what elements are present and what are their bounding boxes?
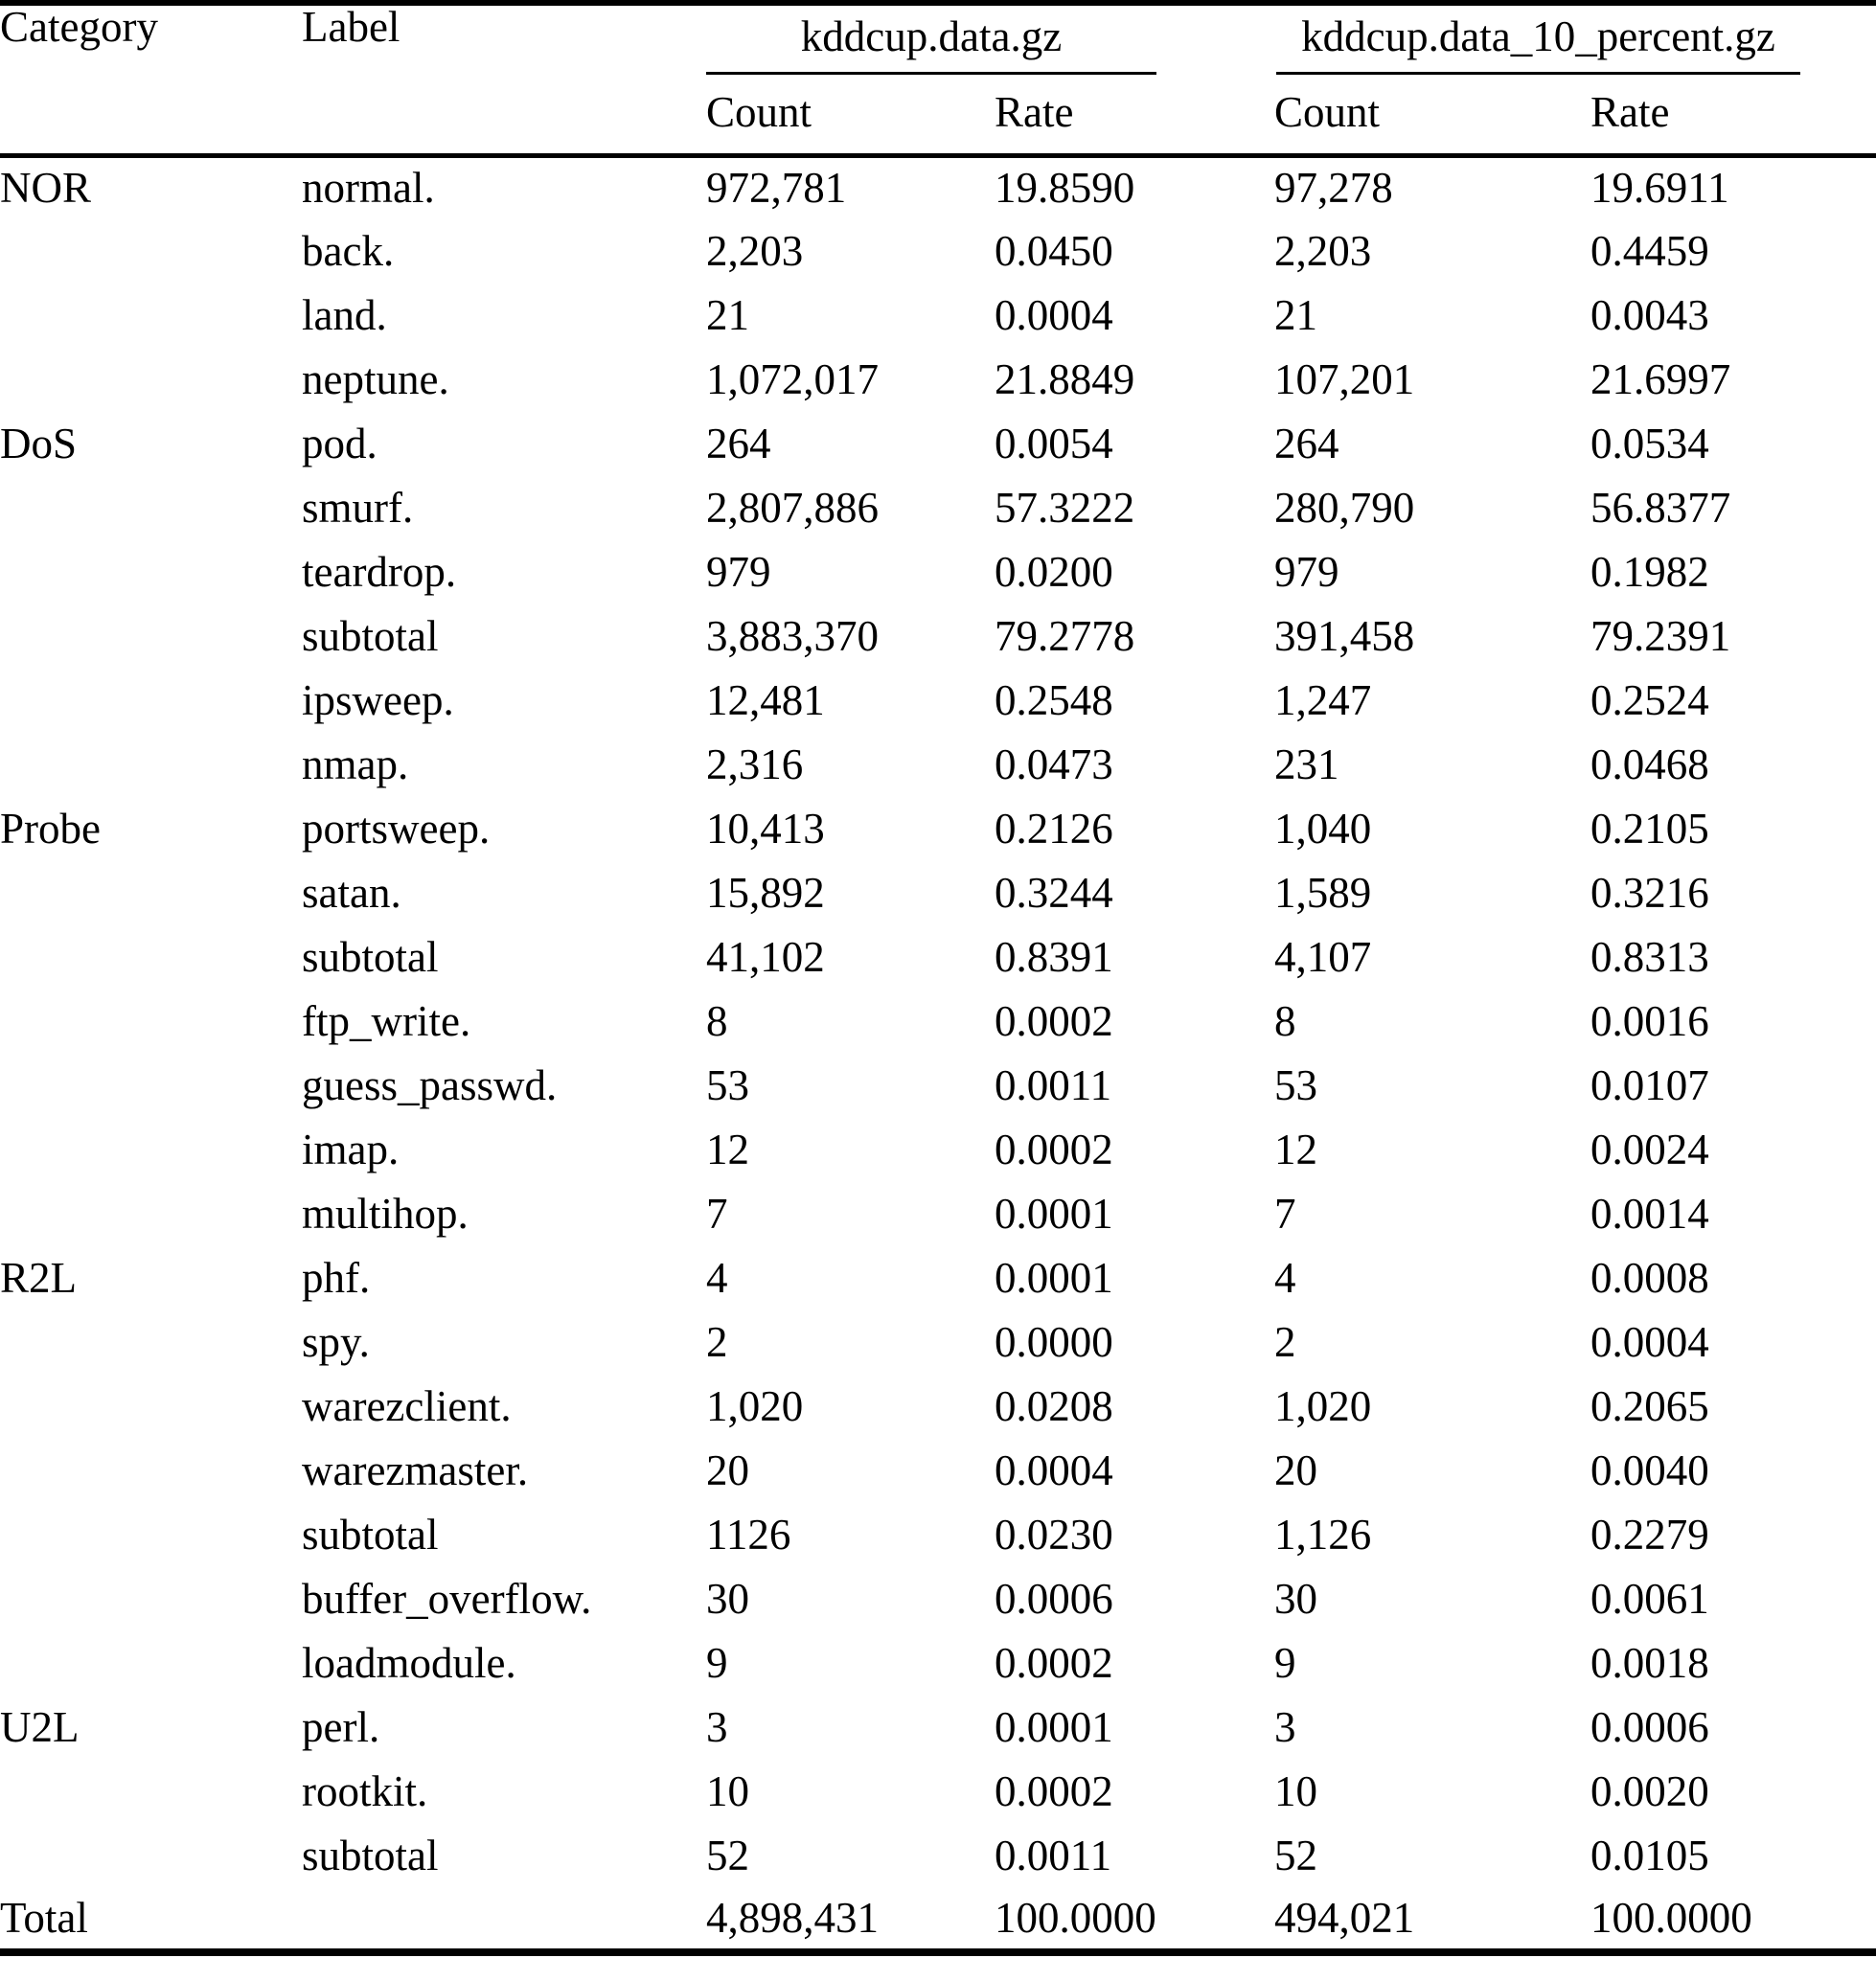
count-full-cell: 4,898,431 (706, 1888, 995, 1952)
table-row (0, 1375, 1876, 1439)
category-cell (0, 669, 302, 733)
table-row (0, 476, 1876, 540)
category-cell (0, 1567, 302, 1631)
rate-10-percent-cell: 0.0534 (1590, 420, 1709, 467)
category-cell (0, 990, 302, 1054)
category-cell (0, 1503, 302, 1567)
count-10-percent-cell: 2,203 (1274, 227, 1372, 275)
label-cell: land. (302, 291, 387, 339)
category-cell: R2L (0, 1254, 78, 1302)
count-full-cell: 3 (706, 1703, 728, 1751)
count-full-cell: 264 (706, 420, 771, 467)
count-10-percent-cell: 20 (1274, 1446, 1317, 1494)
category-cell (0, 1310, 302, 1375)
rate-10-percent-cell: 0.0043 (1590, 291, 1709, 339)
category-cell: Total (0, 1888, 302, 1952)
count-full-cell: 41,102 (706, 933, 825, 981)
table-row (0, 669, 1876, 733)
rate-full-cell: 0.0450 (995, 227, 1113, 275)
table-row (0, 284, 1876, 348)
table-row (0, 348, 1876, 412)
table-row (0, 861, 1876, 925)
count-full-cell: 9 (706, 1639, 728, 1687)
count-full-cell: 21 (706, 291, 749, 339)
rate-10-percent-cell: 0.8313 (1590, 933, 1709, 981)
count-10-percent-cell: 12 (1274, 1126, 1317, 1173)
category-cell (0, 1182, 302, 1246)
table-row (0, 155, 1876, 219)
table-row (0, 1631, 1876, 1696)
count-10-percent-cell: 21 (1274, 291, 1317, 339)
count-full-cell: 10,413 (706, 805, 825, 853)
label-cell: buffer_overflow. (302, 1575, 592, 1623)
count-10-percent-cell: 1,040 (1274, 805, 1372, 853)
category-cell (0, 1118, 302, 1182)
category-cell: U2L (0, 1703, 80, 1751)
category-cell (0, 1054, 302, 1118)
rate-10-percent-cell: 0.2065 (1590, 1382, 1709, 1430)
category-cell (0, 540, 302, 604)
count-full-cell: 979 (706, 548, 771, 596)
count-10-percent-cell: 7 (1274, 1190, 1296, 1238)
rate-10-percent-cell: 0.0040 (1590, 1446, 1709, 1494)
category-cell (0, 1631, 302, 1696)
count-10-percent-cell: 1,589 (1274, 869, 1372, 917)
table-row (0, 1054, 1876, 1118)
category-cell (0, 1760, 302, 1824)
column-header-rate-full: Rate (995, 75, 1274, 155)
count-full-cell: 2 (706, 1318, 728, 1366)
label-cell (302, 1888, 706, 1952)
count-full-cell: 53 (706, 1061, 749, 1109)
category-cell (0, 219, 302, 284)
rate-full-cell: 0.0001 (995, 1190, 1113, 1238)
count-full-cell: 4 (706, 1254, 728, 1302)
rate-full-cell: 0.2126 (995, 805, 1113, 853)
label-cell: rootkit. (302, 1767, 428, 1815)
category-cell: Probe (0, 805, 101, 853)
category-cell (0, 1375, 302, 1439)
category-cell: DoS (0, 420, 78, 467)
rate-10-percent-cell: 0.0018 (1590, 1639, 1709, 1687)
table-row (0, 1503, 1876, 1567)
label-cell: phf. (302, 1254, 371, 1302)
table-row (0, 412, 1876, 476)
rate-10-percent-cell: 21.6997 (1590, 355, 1731, 403)
count-10-percent-cell: 979 (1274, 548, 1339, 596)
count-10-percent-cell: 4 (1274, 1254, 1296, 1302)
label-cell: neptune. (302, 355, 449, 403)
rate-10-percent-cell: 0.2105 (1590, 805, 1709, 853)
table-row (0, 925, 1876, 990)
label-cell: teardrop. (302, 548, 457, 596)
count-10-percent-cell: 494,021 (1274, 1888, 1590, 1952)
table-row (0, 1310, 1876, 1375)
rate-10-percent-cell: 0.0024 (1590, 1126, 1709, 1173)
label-cell: perl. (302, 1703, 380, 1751)
count-full-cell: 12,481 (706, 676, 825, 724)
count-10-percent-cell: 3 (1274, 1703, 1296, 1751)
rate-full-cell: 0.0001 (995, 1703, 1113, 1751)
count-10-percent-cell: 264 (1274, 420, 1339, 467)
count-10-percent-cell: 8 (1274, 997, 1296, 1045)
label-cell: guess_passwd. (302, 1061, 558, 1109)
count-full-cell: 20 (706, 1446, 749, 1494)
count-full-cell: 12 (706, 1126, 749, 1173)
count-full-cell: 8 (706, 997, 728, 1045)
table-body (0, 155, 1876, 1952)
rate-full-cell: 100.0000 (995, 1888, 1274, 1952)
count-full-cell: 1,020 (706, 1382, 804, 1430)
count-10-percent-cell: 1,020 (1274, 1382, 1372, 1430)
table-row (0, 1439, 1876, 1503)
rate-full-cell: 0.0002 (995, 1126, 1113, 1173)
category-cell (0, 925, 302, 990)
table-row (0, 797, 1876, 861)
count-10-percent-cell: 4,107 (1274, 933, 1372, 981)
rate-full-cell: 19.8590 (995, 164, 1135, 213)
rate-full-cell: 0.0200 (995, 548, 1113, 596)
label-cell: ipsweep. (302, 676, 454, 724)
table-row (0, 1246, 1876, 1310)
label-cell: warezmaster. (302, 1446, 529, 1494)
rate-10-percent-cell: 0.2279 (1590, 1511, 1709, 1559)
label-cell: multihop. (302, 1190, 469, 1238)
category-cell (0, 861, 302, 925)
rate-10-percent-cell: 0.1982 (1590, 548, 1709, 596)
count-full-cell: 2,316 (706, 740, 804, 788)
count-10-percent-cell: 391,458 (1274, 612, 1415, 660)
label-cell: pod. (302, 420, 377, 467)
rate-full-cell: 0.2548 (995, 676, 1113, 724)
label-cell: subtotal (302, 933, 439, 981)
rate-10-percent-cell: 19.6911 (1590, 164, 1729, 213)
rate-10-percent-cell: 0.0016 (1590, 997, 1709, 1045)
category-cell (0, 348, 302, 412)
label-cell: nmap. (302, 740, 409, 788)
total-row (0, 1888, 1876, 1952)
count-10-percent-cell: 9 (1274, 1639, 1296, 1687)
rate-10-percent-cell: 0.0061 (1590, 1575, 1709, 1623)
rate-full-cell: 0.0002 (995, 997, 1113, 1045)
table-row (0, 1118, 1876, 1182)
count-full-cell: 15,892 (706, 869, 825, 917)
category-cell (0, 733, 302, 797)
label-cell: imap. (302, 1126, 400, 1173)
label-cell: warezclient. (302, 1382, 512, 1430)
category-cell (0, 284, 302, 348)
rate-full-cell: 0.0473 (995, 740, 1113, 788)
column-header-count-10-percent: Count (1274, 75, 1590, 155)
label-cell: smurf. (302, 484, 414, 532)
label-cell: satan. (302, 869, 401, 917)
label-cell: back. (302, 227, 395, 275)
column-header-category: Category (0, 3, 302, 155)
table-row (0, 1182, 1876, 1246)
rate-full-cell: 0.0002 (995, 1767, 1113, 1815)
count-10-percent-cell: 30 (1274, 1575, 1317, 1623)
count-10-percent-cell: 52 (1274, 1832, 1317, 1879)
category-cell (0, 476, 302, 540)
rate-full-cell: 79.2778 (995, 612, 1135, 660)
rate-10-percent-cell: 0.0004 (1590, 1318, 1709, 1366)
count-10-percent-cell: 53 (1274, 1061, 1317, 1109)
count-10-percent-cell: 2 (1274, 1318, 1296, 1366)
count-full-cell: 7 (706, 1190, 728, 1238)
rate-10-percent-cell: 0.0468 (1590, 740, 1709, 788)
label-cell: loadmodule. (302, 1639, 516, 1687)
table-row (0, 219, 1876, 284)
rate-full-cell: 0.0011 (995, 1832, 1112, 1879)
count-full-cell: 10 (706, 1767, 749, 1815)
table-row (0, 1696, 1876, 1760)
group-header-full-dataset-label: kddcup.data.gz (706, 15, 1156, 75)
rate-10-percent-cell: 100.0000 (1590, 1888, 1876, 1952)
rate-10-percent-cell: 0.0008 (1590, 1254, 1709, 1302)
rate-full-cell: 0.0000 (995, 1318, 1113, 1366)
category-cell (0, 604, 302, 669)
group-header-10-percent-dataset-label: kddcup.data_10_percent.gz (1276, 15, 1800, 75)
count-10-percent-cell: 1,247 (1274, 676, 1372, 724)
rate-10-percent-cell: 0.0020 (1590, 1767, 1709, 1815)
count-10-percent-cell: 97,278 (1274, 164, 1393, 213)
group-header-full-dataset (706, 3, 1274, 75)
count-full-cell: 2,203 (706, 227, 804, 275)
count-10-percent-cell: 231 (1274, 740, 1339, 788)
column-header-rate-10-percent: Rate (1590, 75, 1876, 155)
rate-10-percent-cell: 0.3216 (1590, 869, 1709, 917)
label-cell: subtotal (302, 1832, 439, 1879)
rate-full-cell: 0.3244 (995, 869, 1113, 917)
group-header-10-percent-dataset (1274, 3, 1876, 75)
rate-10-percent-cell: 56.8377 (1590, 484, 1731, 532)
label-cell: spy. (302, 1318, 370, 1366)
rate-full-cell: 0.0004 (995, 291, 1113, 339)
rate-10-percent-cell: 0.4459 (1590, 227, 1709, 275)
table-row (0, 540, 1876, 604)
label-cell: subtotal (302, 612, 439, 660)
count-full-cell: 52 (706, 1832, 749, 1879)
rate-10-percent-cell: 0.0105 (1590, 1832, 1709, 1879)
count-full-cell: 972,781 (706, 164, 847, 213)
count-full-cell: 1,072,017 (706, 355, 879, 403)
category-cell: NOR (0, 164, 92, 213)
rate-10-percent-cell: 79.2391 (1590, 612, 1731, 660)
count-full-cell: 30 (706, 1575, 749, 1623)
rate-10-percent-cell: 0.0107 (1590, 1061, 1709, 1109)
label-cell: subtotal (302, 1511, 439, 1559)
rate-full-cell: 0.0208 (995, 1382, 1113, 1430)
rate-full-cell: 0.0054 (995, 420, 1113, 467)
table-row (0, 1760, 1876, 1824)
rate-full-cell: 0.0011 (995, 1061, 1112, 1109)
rate-full-cell: 0.0001 (995, 1254, 1113, 1302)
rate-full-cell: 57.3222 (995, 484, 1135, 532)
table-row (0, 733, 1876, 797)
rate-full-cell: 0.0230 (995, 1511, 1113, 1559)
category-cell (0, 1824, 302, 1888)
group-header-row (0, 3, 1876, 75)
rate-full-cell: 0.0004 (995, 1446, 1113, 1494)
rate-10-percent-cell: 0.0006 (1590, 1703, 1709, 1751)
count-full-cell: 2,807,886 (706, 484, 879, 532)
rate-full-cell: 0.8391 (995, 933, 1113, 981)
count-10-percent-cell: 280,790 (1274, 484, 1415, 532)
label-cell: normal. (302, 164, 435, 213)
rate-10-percent-cell: 0.0014 (1590, 1190, 1709, 1238)
table-row (0, 1567, 1876, 1631)
table-header (0, 3, 1876, 155)
count-full-cell: 1126 (706, 1511, 791, 1559)
count-10-percent-cell: 1,126 (1274, 1511, 1372, 1559)
table-row (0, 990, 1876, 1054)
count-10-percent-cell: 10 (1274, 1767, 1317, 1815)
table-row (0, 604, 1876, 669)
rate-full-cell: 0.0006 (995, 1575, 1113, 1623)
count-10-percent-cell: 107,201 (1274, 355, 1415, 403)
column-header-count-full: Count (706, 75, 995, 155)
table-row (0, 1824, 1876, 1888)
column-header-label: Label (302, 3, 706, 155)
label-cell: ftp_write. (302, 997, 471, 1045)
rate-full-cell: 0.0002 (995, 1639, 1113, 1687)
category-cell (0, 1439, 302, 1503)
rate-10-percent-cell: 0.2524 (1590, 676, 1709, 724)
count-full-cell: 3,883,370 (706, 612, 879, 660)
label-cell: portsweep. (302, 805, 491, 853)
rate-full-cell: 21.8849 (995, 355, 1135, 403)
